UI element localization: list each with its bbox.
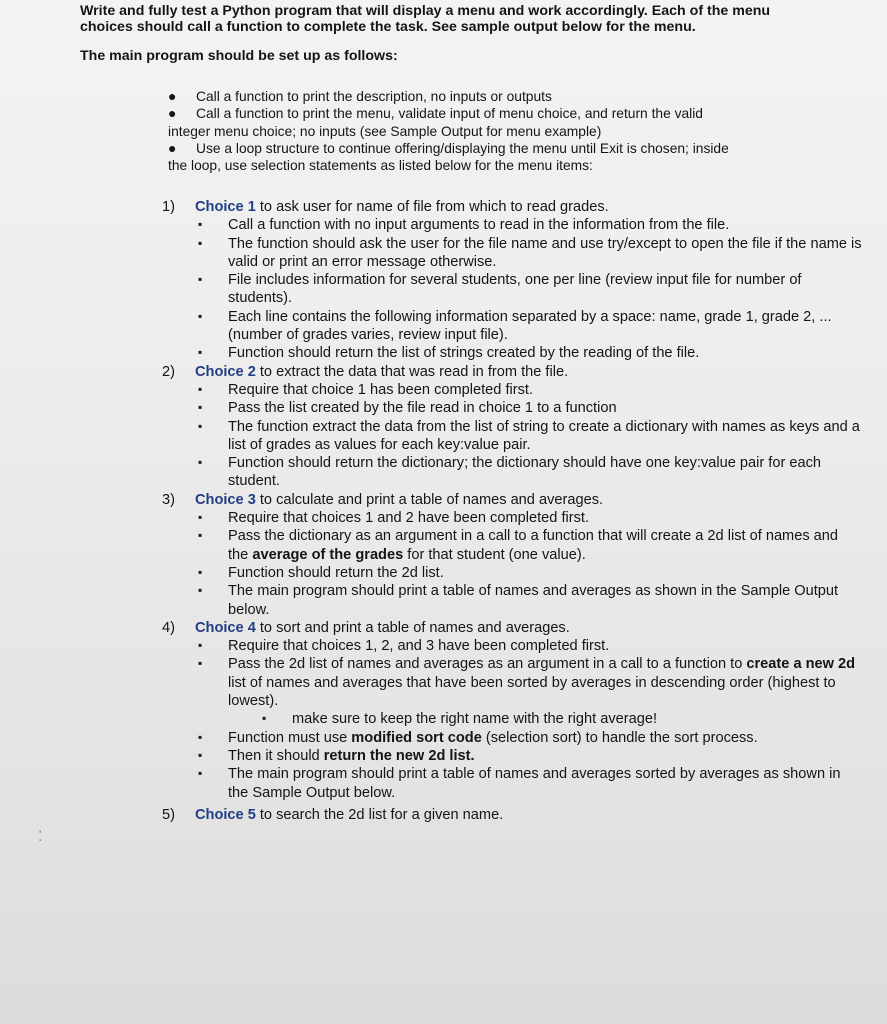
choice-heading: 2) Choice 2 to extract the data that was read in from the file. bbox=[162, 363, 569, 380]
choice-label: Choice 5 bbox=[195, 806, 256, 823]
list-item: ▪ Require that choice 1 has been completed first. bbox=[228, 381, 862, 399]
list-item: ▪ Require that choices 1, 2, and 3 have been completed first. bbox=[228, 637, 862, 655]
list-item: ▪ Function should return the dictionary; the dictionary should have one key:value pair for each student. bbox=[228, 454, 862, 491]
choice-label: Choice 3 bbox=[195, 491, 256, 508]
list-item: ▪ Pass the 2d list of names and averages as an argument in a call to a function to create a new 2d list of names and averages that have been sorted by averages in descending order (highest to lowest). ▪ make sure to keep the right name with the right average! bbox=[228, 655, 862, 728]
choice-4-items bbox=[162, 637, 862, 802]
choice-1-items bbox=[162, 216, 862, 362]
choice-label: Choice 4 bbox=[195, 619, 256, 636]
list-item: ▪ Then it should return the new 2d list. bbox=[228, 747, 862, 765]
intro-line: choices should call a function to complete the task. See sample output below for the menu. bbox=[80, 19, 696, 35]
main-program-heading: The main program should be set up as follows: bbox=[80, 48, 398, 64]
choice-heading: 3) Choice 3 to calculate and print a table of names and averages. bbox=[162, 491, 604, 508]
intro-line: Write and fully test a Python program that will display a menu and work accordingly. Each of the menu bbox=[80, 3, 771, 19]
list-item: ▪ Function should return the list of strings created by the reading of the file. bbox=[228, 344, 862, 362]
choice-4-subitems bbox=[228, 710, 862, 728]
choice-label: Choice 2 bbox=[195, 363, 256, 380]
list-item: ▪ The main program should print a table of names and averages sorted by averages as shown in the Sample Output below. bbox=[228, 765, 862, 802]
bullet-item: ● Call a function to print the menu, validate input of menu choice, and return the valid bbox=[168, 105, 703, 122]
choice-label: Choice 1 bbox=[195, 199, 256, 215]
list-item: ▪ Each line contains the following information separated by a space: name, grade 1, grade 2, ... (number of grades varies, review input file). bbox=[228, 308, 862, 345]
bullet-dot-icon: ● bbox=[168, 139, 177, 156]
bullet-dot-icon: ● bbox=[168, 105, 177, 122]
choice-2 bbox=[162, 363, 862, 491]
page-mark: ⁚ bbox=[38, 828, 43, 844]
choice-heading: 1) Choice 1 to ask user for name of file from which to read grades. bbox=[162, 199, 609, 215]
list-item: ▪ Call a function with no input arguments to read in the information from the file. bbox=[228, 216, 862, 234]
list-item: ▪ File includes information for several students, one per line (review input file for number of students). bbox=[228, 271, 862, 308]
list-item: ▪ Pass the list created by the file read in choice 1 to a function bbox=[228, 399, 862, 417]
bullet-continuation: the loop, use selection statements as listed below for the menu items: bbox=[168, 158, 593, 174]
choice-1 bbox=[162, 198, 862, 363]
list-item: ▪ Function must use modified sort code (selection sort) to handle the sort process. bbox=[228, 729, 862, 747]
list-item: ▪ The main program should print a table of names and averages as shown in the Sample Output below. bbox=[228, 582, 862, 619]
sub-list-item: ▪ make sure to keep the right name with the right average! bbox=[292, 710, 862, 728]
choice-2-items bbox=[162, 381, 862, 491]
main-program-bullets bbox=[168, 88, 808, 174]
choice-heading: 4) Choice 4 to sort and print a table of names and averages. bbox=[162, 619, 570, 636]
list-item: ▪ Pass the dictionary as an argument in a call to a function that will create a 2d list of names and the average of the grades for that student (one value). bbox=[228, 527, 862, 564]
list-item: ▪ The function should ask the user for the file name and use try/except to open the file if the name is valid or print an error message otherwise. bbox=[228, 235, 862, 272]
list-item: ▪ The function extract the data from the list of string to create a dictionary with names as keys and a list of grades as values for each key:value pair. bbox=[228, 418, 862, 455]
choice-3 bbox=[162, 491, 862, 619]
choice-heading: 5) Choice 5 to search the 2d list for a given name. bbox=[162, 806, 504, 823]
assignment-intro bbox=[80, 3, 800, 35]
list-item: ▪ Require that choices 1 and 2 have been completed first. bbox=[228, 509, 862, 527]
bullet-item: ● Use a loop structure to continue offering/displaying the menu until Exit is chosen; inside bbox=[168, 139, 729, 156]
bullet-continuation: integer menu choice; no inputs (see Sample Output for menu example) bbox=[168, 123, 602, 139]
choice-5 bbox=[162, 806, 862, 824]
choice-3-items bbox=[162, 509, 862, 619]
bullet-item: ● Call a function to print the description, no inputs or outputs bbox=[168, 88, 552, 104]
choice-4 bbox=[162, 619, 862, 802]
menu-choices bbox=[162, 198, 862, 824]
bullet-dot-icon: ● bbox=[168, 88, 177, 104]
list-item: ▪ Function should return the 2d list. bbox=[228, 564, 862, 582]
